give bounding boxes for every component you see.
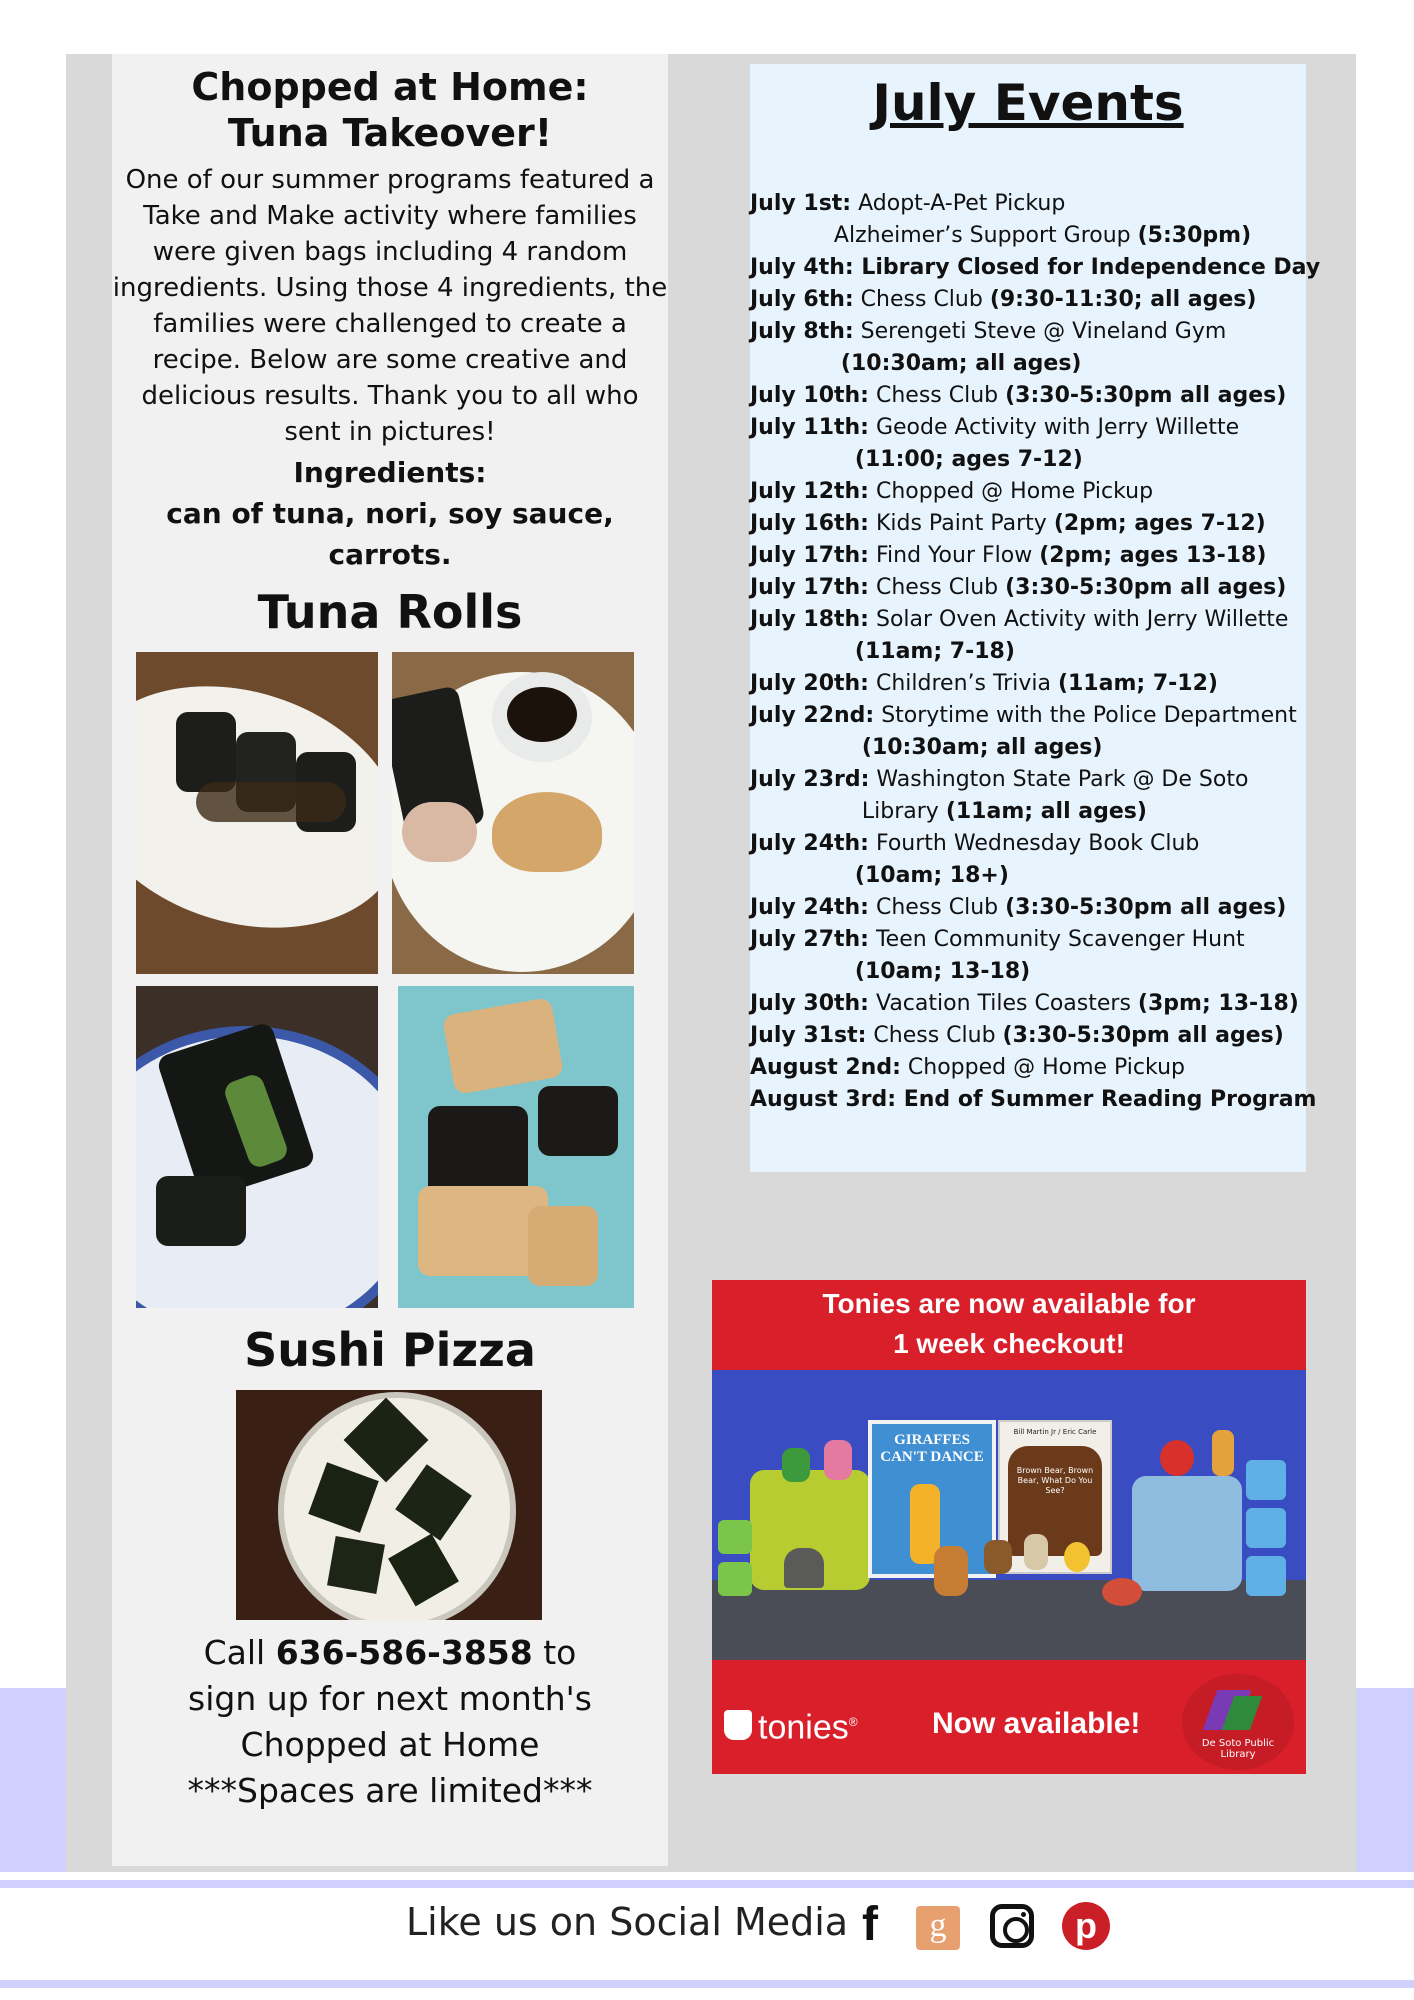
intro-line: were given bags including 4 random — [152, 237, 628, 267]
event-row — [750, 700, 1310, 732]
ad-footer-banner — [712, 1660, 1306, 1774]
dinosaur-figure — [784, 1548, 824, 1588]
event-row — [750, 572, 1310, 604]
tonie-card — [1246, 1460, 1286, 1500]
library-logo — [1182, 1674, 1294, 1770]
now-available-label: Now available! — [932, 1707, 1141, 1740]
event-text: Vacation Tiles Coasters — [868, 991, 1138, 1016]
book-giraffes-title: GIRAFFES CAN'T DANCE — [880, 1432, 984, 1465]
event-text: Chess Club — [853, 287, 990, 312]
event-text: Children’s Trivia — [868, 671, 1058, 696]
event-date: July 6th: — [750, 287, 854, 312]
event-date: July 8th: — [750, 319, 854, 344]
event-row — [750, 1084, 1317, 1116]
events-title: July Events — [872, 74, 1184, 132]
sushi-pizza-photo — [236, 1390, 542, 1620]
book-brown-bear-author: Bill Martin Jr / Eric Carle — [1013, 1428, 1097, 1436]
event-detail: (10:30am; all ages) — [840, 351, 1082, 376]
event-detail: (10am; 18+) — [854, 863, 1009, 888]
events-list — [750, 188, 1321, 1116]
event-row — [750, 1052, 1310, 1084]
event-date: July 24th: — [750, 831, 869, 856]
intro-line: Take and Make activity where families — [143, 201, 637, 231]
event-date: July 12th: — [750, 479, 869, 504]
cta-line4: ***Spaces are limited*** — [187, 1771, 593, 1810]
cta-line3: Chopped at Home — [240, 1725, 540, 1764]
event-row — [750, 476, 1310, 508]
event-detail: (3:30-5:30pm all ages) — [1002, 1023, 1284, 1048]
event-row — [750, 252, 1321, 284]
tonies-logo-icon — [724, 1710, 752, 1740]
event-detail: (2pm; ages 13-18) — [1039, 543, 1267, 568]
event-row — [750, 796, 1310, 828]
event-row — [750, 444, 1310, 476]
pinterest-icon[interactable]: p — [1062, 1902, 1110, 1950]
event-text: Chess Club — [868, 895, 1006, 920]
event-date: July 31st: — [750, 1023, 867, 1048]
event-row — [750, 220, 1310, 252]
event-detail: (11am; 7-12) — [1057, 671, 1218, 696]
phone-number[interactable]: 636-586-3858 — [275, 1633, 533, 1672]
crocodile-figure — [782, 1448, 810, 1482]
article-title — [112, 64, 668, 156]
event-text: Washington State Park @ De Soto — [869, 767, 1249, 792]
event-row — [750, 764, 1310, 796]
event-date: July 16th: — [750, 511, 869, 536]
event-date: July 10th: — [750, 383, 869, 408]
event-text: Chess Club — [866, 1023, 1003, 1048]
event-text: Storytime with the Police Department — [874, 703, 1297, 728]
intro-line: sent in pictures! — [284, 417, 496, 447]
event-row — [750, 380, 1310, 412]
event-row — [750, 284, 1310, 316]
event-text: Chopped @ Home Pickup — [868, 479, 1154, 504]
event-date: July 17th: — [750, 543, 869, 568]
event-row — [750, 188, 1310, 220]
event-date: July 1st: — [750, 191, 852, 216]
event-row — [750, 412, 1310, 444]
event-detail: (11:00; ages 7-12) — [854, 447, 1083, 472]
cta-call: Call — [203, 1633, 276, 1672]
event-date: July 24th: — [750, 895, 869, 920]
event-text: Fourth Wednesday Book Club — [868, 831, 1200, 856]
cta-line1 — [112, 1630, 668, 1676]
cta-to: to — [532, 1633, 577, 1672]
tuna-roll-photo-1 — [136, 652, 378, 974]
event-date: July 4th: — [750, 255, 854, 280]
event-text: Library — [861, 799, 946, 824]
ad-headline-line2: 1 week checkout! — [893, 1328, 1125, 1359]
tuna-roll-photo-3 — [136, 986, 378, 1308]
event-date: July 22nd: — [750, 703, 875, 728]
tuna-roll-photo-4 — [398, 986, 634, 1308]
tonies-brand-text: tonies — [758, 1708, 849, 1747]
divider-lavender-top — [0, 1880, 1414, 1888]
tuna-roll-photo-2 — [392, 652, 634, 974]
event-detail: (10:30am; all ages) — [861, 735, 1103, 760]
event-detail: End of Summer Reading Program — [896, 1087, 1317, 1112]
ad-headline — [712, 1280, 1306, 1370]
article-title-line1: Chopped at Home: — [191, 65, 589, 109]
event-date: July 20th: — [750, 671, 869, 696]
event-date: July 18th: — [750, 607, 869, 632]
event-date: July 17th: — [750, 575, 869, 600]
event-row — [750, 508, 1310, 540]
event-row — [750, 732, 1310, 764]
event-detail: (10am; 13-18) — [854, 959, 1031, 984]
event-indent — [750, 959, 855, 984]
event-date: July 30th: — [750, 991, 869, 1016]
ingredients-line: can of tuna, nori, soy sauce, — [166, 497, 614, 530]
tonies-brand-reg: ® — [848, 1715, 858, 1729]
event-row — [750, 668, 1310, 700]
social-footer — [0, 1888, 1414, 1980]
tonie-card — [718, 1520, 752, 1554]
event-text: Geode Activity with Jerry Willette — [868, 415, 1240, 440]
event-detail: (3:30-5:30pm all ages) — [1005, 575, 1287, 600]
event-text: Chess Club — [868, 383, 1006, 408]
event-detail: (5:30pm) — [1137, 223, 1252, 248]
peppa-figure — [824, 1440, 852, 1480]
bee-figure — [1064, 1542, 1090, 1572]
tonies-brand — [758, 1700, 858, 1749]
event-row — [750, 860, 1310, 892]
event-detail: (11am; all ages) — [945, 799, 1147, 824]
giraffe-figure — [1212, 1430, 1234, 1476]
apple-figure — [1160, 1440, 1194, 1476]
event-row — [750, 316, 1310, 348]
tonie-card — [1246, 1556, 1286, 1596]
facebook-icon[interactable]: f — [862, 1898, 878, 1951]
event-text: Alzheimer’s Support Group — [833, 223, 1138, 248]
book-brown-bear — [998, 1420, 1112, 1574]
event-row — [750, 924, 1310, 956]
divider-white — [0, 1872, 1414, 1880]
event-row — [750, 1020, 1310, 1052]
tonies-ad — [712, 1280, 1306, 1774]
section-heading-tuna-rolls: Tuna Rolls — [257, 585, 523, 639]
cta-line2: sign up for next month's — [188, 1679, 592, 1718]
fox-figure — [934, 1546, 968, 1596]
event-row — [750, 828, 1310, 860]
event-detail: (2pm; ages 7-12) — [1053, 511, 1266, 536]
divider-lavender-bottom — [0, 1980, 1414, 1988]
event-row — [750, 604, 1310, 636]
instagram-icon[interactable] — [990, 1904, 1034, 1948]
intro-line: delicious results. Thank you to all who — [141, 381, 639, 411]
goodreads-icon[interactable]: g — [916, 1906, 960, 1950]
event-date: August 3rd: — [750, 1087, 897, 1112]
event-detail: (9:30-11:30; all ages) — [989, 287, 1257, 312]
event-text: Solar Oven Activity with Jerry Willette — [868, 607, 1289, 632]
octopus-figure — [1102, 1578, 1142, 1606]
event-date: July 23rd: — [750, 767, 870, 792]
rabbit-figure — [1024, 1534, 1048, 1570]
event-date: July 27th: — [750, 927, 869, 952]
event-indent — [750, 799, 862, 824]
blue-toniebox — [1132, 1476, 1242, 1591]
event-date: July 11th: — [750, 415, 869, 440]
intro-line: families were challenged to create a — [153, 309, 627, 339]
tonie-card — [1246, 1508, 1286, 1548]
ingredients-label: Ingredients: — [293, 456, 487, 489]
event-text: Teen Community Scavenger Hunt — [868, 927, 1245, 952]
book-giraffes — [868, 1420, 996, 1578]
event-indent — [750, 863, 855, 888]
event-row — [750, 540, 1310, 572]
bear-figure — [984, 1540, 1012, 1574]
event-indent — [750, 735, 862, 760]
event-text: Chess Club — [868, 575, 1006, 600]
library-logo-text: De Soto Public Library — [1201, 1738, 1275, 1760]
event-row — [750, 636, 1310, 668]
event-detail: (3:30-5:30pm all ages) — [1005, 895, 1287, 920]
event-text: Serengeti Steve @ Vineland Gym — [853, 319, 1227, 344]
event-detail: (11am; 7-18) — [854, 639, 1015, 664]
event-text: Find Your Flow — [868, 543, 1040, 568]
article-intro — [112, 162, 668, 450]
event-indent — [750, 223, 834, 248]
section-heading-sushi-pizza: Sushi Pizza — [244, 1323, 536, 1377]
event-detail: Library Closed for Independence Day — [853, 255, 1321, 280]
signup-call-to-action — [112, 1630, 668, 1814]
event-row — [750, 348, 1310, 380]
event-detail: (3:30-5:30pm all ages) — [1005, 383, 1287, 408]
event-text: Kids Paint Party — [868, 511, 1054, 536]
event-row — [750, 956, 1310, 988]
ingredients-line: carrots. — [328, 538, 452, 571]
ingredients-block — [112, 452, 668, 575]
ad-headline-line1: Tonies are now available for — [822, 1288, 1196, 1319]
event-indent — [750, 351, 841, 376]
event-row — [750, 892, 1310, 924]
event-indent — [750, 639, 855, 664]
table-surface — [712, 1580, 1306, 1670]
event-text: Adopt-A-Pet Pickup — [851, 191, 1066, 216]
event-row — [750, 988, 1310, 1020]
social-label: Like us on Social Media — [406, 1900, 849, 1944]
intro-line: ingredients. Using those 4 ingredients, the — [112, 273, 668, 303]
event-indent — [750, 447, 855, 472]
intro-line: recipe. Below are some creative and — [152, 345, 628, 375]
tonie-card — [718, 1562, 752, 1596]
event-detail: (3pm; 13-18) — [1137, 991, 1299, 1016]
event-date: August 2nd: — [750, 1055, 901, 1080]
intro-line: One of our summer programs featured a — [125, 165, 655, 195]
book-brown-bear-title: Brown Bear, Brown Bear, What Do You See? — [1016, 1466, 1094, 1495]
article-title-line2: Tuna Takeover! — [227, 111, 553, 155]
event-text: Chopped @ Home Pickup — [900, 1055, 1185, 1080]
